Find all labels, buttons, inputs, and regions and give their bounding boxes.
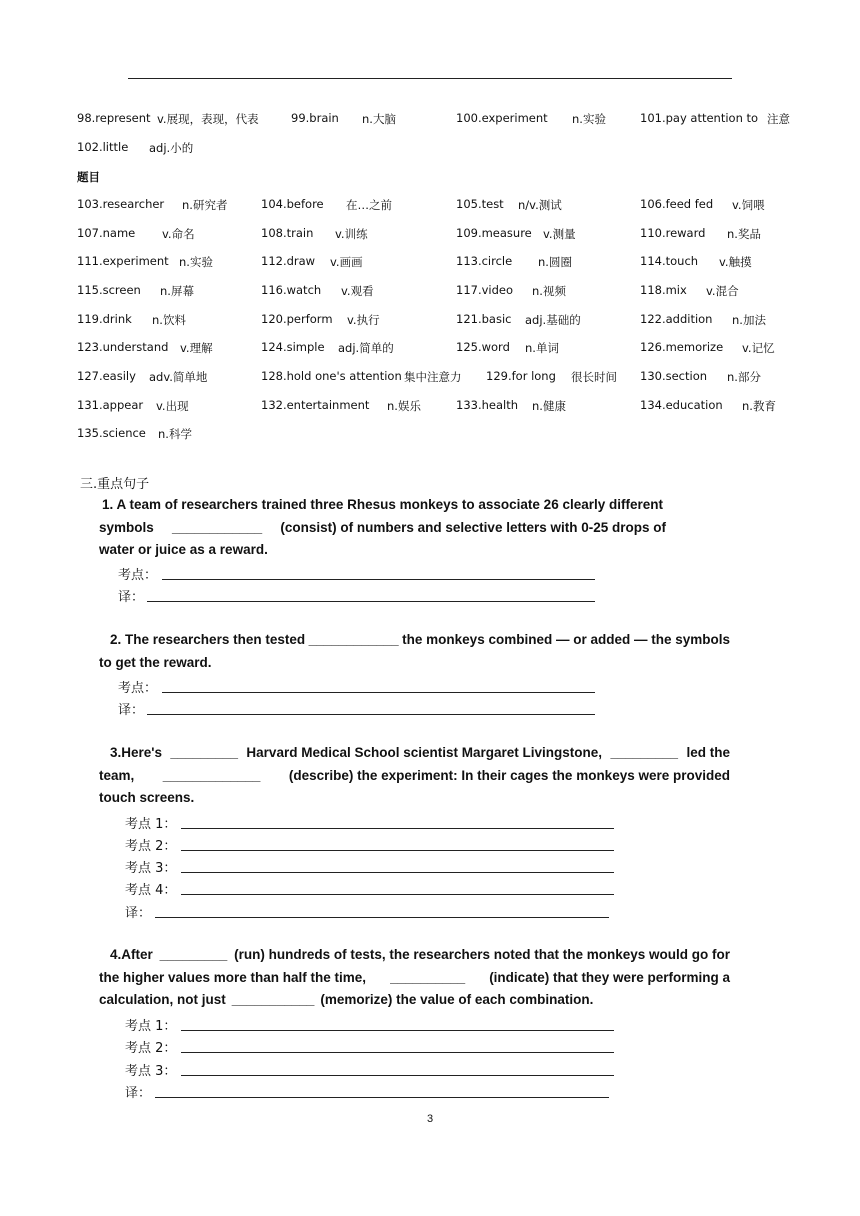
vocab-word: 127.easily xyxy=(77,369,136,383)
vocab-meaning: n.教育 xyxy=(742,399,776,413)
vocab-word: 129.for long xyxy=(486,369,556,383)
answer-line[interactable] xyxy=(162,692,595,693)
answer-line[interactable] xyxy=(181,1030,614,1031)
sentence-text: 4.After xyxy=(110,947,153,962)
vocab-row xyxy=(0,283,860,303)
vocab-meaning: v.测量 xyxy=(543,227,576,241)
vocab-meaning: v.出现 xyxy=(156,399,189,413)
vocab-meaning: n.加法 xyxy=(732,313,766,327)
vocab-meaning: v.展现，表现，代表 xyxy=(157,112,259,126)
vocab-word: 116.watch xyxy=(261,283,322,297)
sentence-text: symbols xyxy=(99,519,154,535)
header-rule xyxy=(128,78,732,79)
sentence-4 xyxy=(99,944,730,1012)
vocab-word: 105.test xyxy=(456,197,504,211)
vocab-row xyxy=(0,369,860,389)
sentence-line xyxy=(99,629,730,652)
vocab-meaning: n.科学 xyxy=(158,427,192,441)
sentence-3 xyxy=(99,742,730,810)
vocab-meaning: n.娱乐 xyxy=(387,399,421,413)
vocab-word: 134.education xyxy=(640,398,723,412)
answer-line[interactable] xyxy=(147,714,595,715)
answer-blank[interactable]: _________ xyxy=(159,947,228,962)
vocab-meaning: n.饮料 xyxy=(152,313,186,327)
answer-line[interactable] xyxy=(181,828,614,829)
vocab-meaning: adv.简单地 xyxy=(149,370,208,384)
vocab-row xyxy=(0,398,860,418)
answer-blank[interactable]: ___________ xyxy=(231,992,315,1008)
vocab-meaning: n/v.测试 xyxy=(518,198,562,212)
vocab-meaning: v.饲喂 xyxy=(732,198,765,212)
vocab-meaning: v.触摸 xyxy=(719,255,752,269)
vocab-meaning: v.记忆 xyxy=(742,341,775,355)
answer-line[interactable] xyxy=(181,850,614,851)
vocab-row xyxy=(0,111,860,131)
kaodian-label: 考点 3： xyxy=(125,861,177,876)
vocab-row xyxy=(0,426,860,446)
translation-label: 译： xyxy=(118,590,145,605)
vocab-word: 122.addition xyxy=(640,312,713,326)
vocab-word: 104.before xyxy=(261,197,324,211)
answer-blank[interactable]: ____________ xyxy=(308,632,399,647)
kaodian-label: 考点 2： xyxy=(125,839,177,854)
vocab-word: 118.mix xyxy=(640,283,687,297)
vocab-meaning: n.健康 xyxy=(532,399,566,413)
vocab-word: 110.reward xyxy=(640,226,706,240)
vocab-meaning: adj.基础的 xyxy=(525,313,581,327)
sentence-text: 1. A team of researchers trained three Rhesus monkeys to associate 26 clearly different xyxy=(102,497,663,512)
vocab-meaning: adj.简单的 xyxy=(338,341,394,355)
answer-blank[interactable]: _________ xyxy=(170,745,238,760)
vocab-row xyxy=(0,226,860,246)
vocab-meaning: adj.小的 xyxy=(149,141,194,155)
vocab-meaning: v.命名 xyxy=(162,227,195,241)
sentence-text: touch screens. xyxy=(99,790,195,806)
vocab-meaning: n.奖品 xyxy=(727,227,761,241)
answer-line[interactable] xyxy=(155,1097,609,1098)
vocab-meaning: 很长时间 xyxy=(571,370,617,384)
translation-label: 译： xyxy=(125,1086,152,1101)
sentence-2 xyxy=(99,629,730,674)
vocab-meaning: n.实验 xyxy=(572,112,606,126)
vocab-word: 102.little xyxy=(77,140,129,154)
vocab-meaning: n.部分 xyxy=(727,370,761,384)
section-title: 三.重点句子 xyxy=(80,477,150,492)
sentence-text: 3.Here's xyxy=(110,745,162,760)
translation-label: 译： xyxy=(125,906,152,921)
vocab-word: 121.basic xyxy=(456,312,512,326)
vocab-word: 106.feed fed xyxy=(640,197,714,211)
vocab-word: 113.circle xyxy=(456,254,513,268)
sentence-line xyxy=(99,944,730,967)
vocab-row xyxy=(0,312,860,332)
vocab-word: 107.name xyxy=(77,226,136,240)
sentence-text: water or juice as a reward. xyxy=(99,542,268,558)
vocab-meaning: 在…之前 xyxy=(346,198,392,212)
vocab-row xyxy=(0,197,860,217)
vocab-word: 115.screen xyxy=(77,283,141,297)
vocab-word: 108.train xyxy=(261,226,314,240)
vocab-word: 99.brain xyxy=(291,111,339,125)
answer-line[interactable] xyxy=(155,917,609,918)
vocab-subheading: 题目 xyxy=(77,170,100,184)
vocab-meaning: 集中注意力 xyxy=(404,370,462,384)
vocab-meaning: n.视频 xyxy=(532,284,566,298)
sentence-text: Harvard Medical School scientist Margaret Livingstone, xyxy=(246,745,603,760)
sentence-text: (memorize) the value of each combination. xyxy=(320,992,594,1008)
sentence-text: team, xyxy=(99,767,135,783)
vocab-meaning: 注意 xyxy=(767,112,790,126)
vocab-meaning: n.实验 xyxy=(179,255,213,269)
sentence-text: 2. The researchers then tested xyxy=(110,632,306,647)
answer-line[interactable] xyxy=(181,872,614,873)
vocab-row xyxy=(0,140,860,160)
answer-line[interactable] xyxy=(181,1075,614,1076)
vocab-word: 123.understand xyxy=(77,340,169,354)
sentence-text: (describe) the experiment: In their cages the monkeys were provided xyxy=(288,767,730,783)
kaodian-label: 考点 3： xyxy=(125,1064,177,1079)
sentence-line xyxy=(99,517,666,540)
vocab-word: 120.perform xyxy=(261,312,333,326)
sentence-text: (run) hundreds of tests, the researchers noted that the monkeys would go for xyxy=(234,947,730,962)
sentence-text: calculation, not just xyxy=(99,992,226,1008)
vocab-meaning: v.混合 xyxy=(706,284,739,298)
vocab-word: 109.measure xyxy=(456,226,532,240)
translation-label: 译： xyxy=(118,703,145,718)
vocab-meaning: n.大脑 xyxy=(362,112,396,126)
vocab-word: 132.entertainment xyxy=(261,398,370,412)
vocab-word: 124.simple xyxy=(261,340,325,354)
kaodian-label: 考点 1： xyxy=(125,817,177,832)
kaodian-label: 考点 1： xyxy=(125,1019,177,1034)
sentence-line xyxy=(99,989,730,1012)
vocab-meaning: v.执行 xyxy=(347,313,380,327)
sentence-line xyxy=(99,742,730,765)
kaodian-label: 考点 2： xyxy=(125,1041,177,1056)
sentence-text: the monkeys combined — or added — the symbols xyxy=(402,632,730,647)
answer-blank[interactable]: ____________ xyxy=(172,519,263,535)
vocab-word: 111.experiment xyxy=(77,254,169,268)
sentence-text: led the xyxy=(686,745,730,760)
sentence-line xyxy=(99,967,730,990)
sentence-1 xyxy=(99,494,730,562)
vocab-word: 98.represent xyxy=(77,111,151,125)
vocab-word: 112.draw xyxy=(261,254,316,268)
vocab-word: 128.hold one's attention xyxy=(261,369,402,383)
kaodian-label: 考点 4： xyxy=(125,883,177,898)
sentence-text: (consist) of numbers and selective letters with 0-25 drops of xyxy=(280,519,666,535)
vocab-meaning: n.单词 xyxy=(525,341,559,355)
vocab-meaning: n.屏幕 xyxy=(160,284,194,298)
answer-line[interactable] xyxy=(181,894,614,895)
answer-blank[interactable]: _____________ xyxy=(162,767,261,783)
vocab-word: 130.section xyxy=(640,369,708,383)
page-number: 3 xyxy=(426,1113,434,1125)
vocab-row xyxy=(0,340,860,360)
answer-line[interactable] xyxy=(162,579,595,580)
vocab-word: 101.pay attention to xyxy=(640,111,759,125)
answer-line[interactable] xyxy=(147,601,595,602)
vocab-word: 117.video xyxy=(456,283,514,297)
vocab-meaning: n.圆圈 xyxy=(538,255,572,269)
vocab-word: 133.health xyxy=(456,398,519,412)
vocab-meaning: v.理解 xyxy=(180,341,213,355)
vocab-meaning: v.训练 xyxy=(335,227,368,241)
sentence-text: (indicate) that they were performing a xyxy=(489,969,730,985)
sentence-text: the higher values more than half the time, xyxy=(99,969,367,985)
vocab-word: 135.science xyxy=(77,426,146,440)
vocab-word: 103.researcher xyxy=(77,197,165,211)
vocab-meaning: v.画画 xyxy=(330,255,363,269)
vocab-meaning: v.观看 xyxy=(341,284,374,298)
vocab-word: 126.memorize xyxy=(640,340,724,354)
vocab-row xyxy=(0,254,860,274)
answer-line[interactable] xyxy=(181,1052,614,1053)
vocab-meaning: n.研究者 xyxy=(182,198,228,212)
sentence-text: to get the reward. xyxy=(99,654,212,670)
vocab-word: 131.appear xyxy=(77,398,144,412)
vocab-word: 114.touch xyxy=(640,254,699,268)
sentence-line xyxy=(99,765,730,788)
kaodian-label: 考点： xyxy=(118,681,158,696)
kaodian-label: 考点： xyxy=(118,568,158,583)
vocab-word: 119.drink xyxy=(77,312,132,326)
vocab-word: 100.experiment xyxy=(456,111,548,125)
vocab-word: 125.word xyxy=(456,340,510,354)
answer-blank[interactable]: __________ xyxy=(390,969,466,985)
answer-blank[interactable]: _________ xyxy=(610,745,679,760)
